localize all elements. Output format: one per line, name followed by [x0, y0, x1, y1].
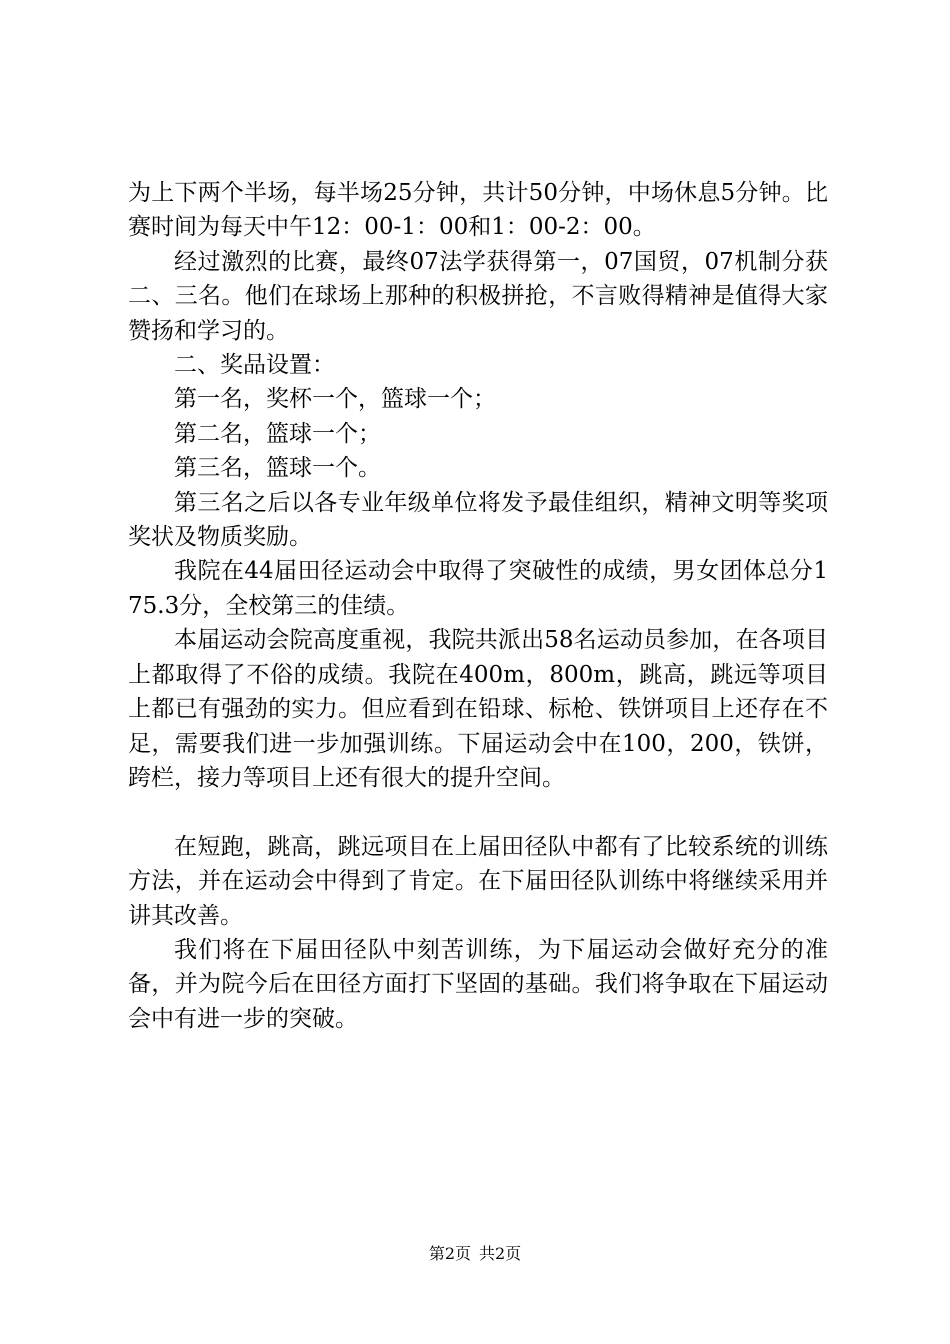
blank-line: [128, 795, 828, 829]
paragraph: 第三名之后以各专业年级单位将发予最佳组织，精神文明等奖项奖状及物质奖励。: [128, 489, 828, 551]
prize-item: 第一名，奖杯一个，篮球一个；: [174, 386, 496, 413]
prize-item: 第二名，篮球一个；: [174, 420, 381, 447]
document-body: [128, 176, 828, 1036]
paragraph: 经过激烈的比赛，最终07法学获得第一，07国贸，07机制分获二、三名。他们在球场上那种的积极拼抢，不言败得精神是值得大家赞扬和学习的。: [128, 248, 828, 344]
page-footer: [0, 1244, 950, 1264]
paragraph: 在短跑，跳高，跳远项目在上届田径队中都有了比较系统的训练方法，并在运动会中得到了肯定。在下届田径队训练中将继续采用并讲其改善。: [128, 833, 828, 929]
page-number: 第2页: [428, 1244, 471, 1263]
section-heading: 二、奖品设置：: [174, 352, 335, 379]
paragraph: 本届运动会院高度重视，我院共派出58名运动员参加，在各项目上都取得了不俗的成绩。我院在400m，800m，跳高，跳远等项目上都已有强劲的实力。但应看到在铅球、标枪、铁饼项目上还存在不足，需要我们进一步加强训练。下届运动会中在100，200，铁饼，跨栏，接力等项目上还有很大的提升空间。: [128, 627, 828, 791]
paragraph: 我院在44届田径运动会中取得了突破性的成绩，男女团体总分175.3分，全校第三的佳绩。: [128, 558, 828, 619]
page-total: 共2页: [479, 1244, 522, 1263]
paragraph: 为上下两个半场，每半场25分钟，共计50分钟，中场休息5分钟。比赛时间为每天中午12：00-1：00和1：00-2：00。: [128, 180, 828, 241]
paragraph: 我们将在下届田径队中刻苦训练，为下届运动会做好充分的准备，并为院今后在田径方面打下坚固的基础。我们将争取在下届运动会中有进一步的突破。: [128, 936, 828, 1032]
prize-item: 第三名，篮球一个。: [174, 455, 381, 482]
